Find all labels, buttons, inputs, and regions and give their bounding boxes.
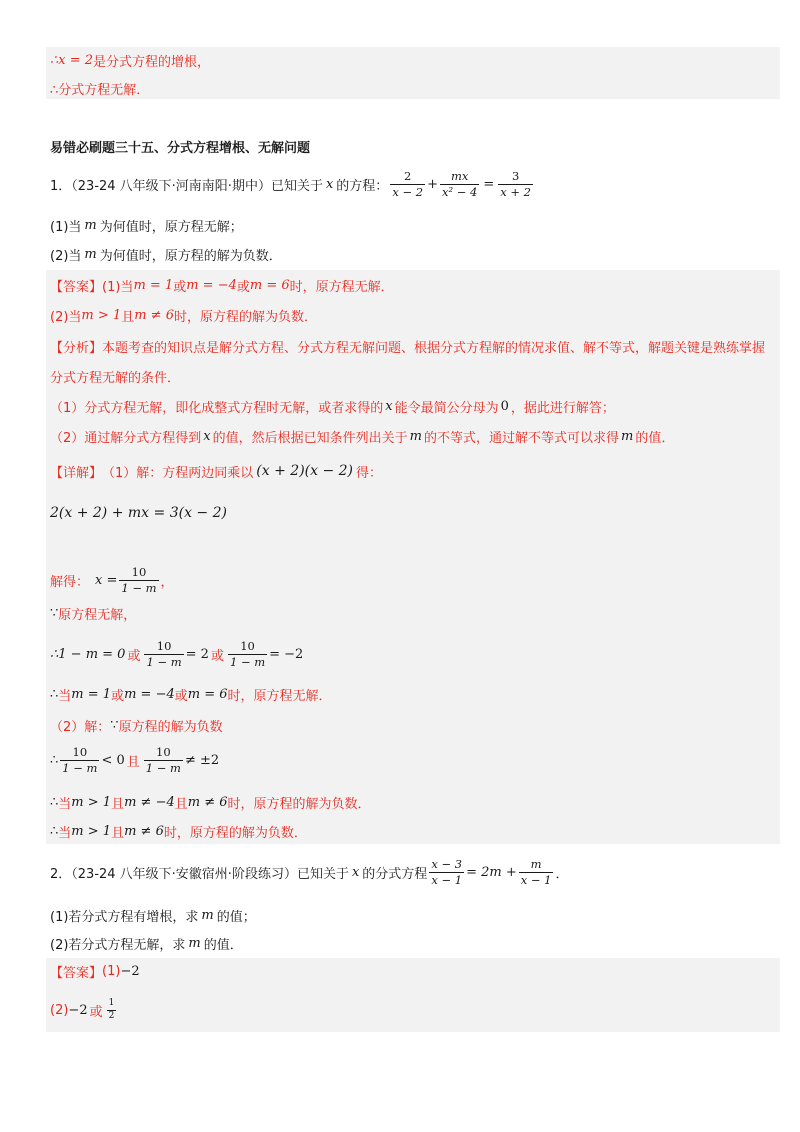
fraction: $\frac{m}{x - 1}$ [520,857,552,887]
question-1-stem: 1．（23-24 八年级下·河南南阳·期中）已知关于 x 的方程： $\frac{2}{x - 2}$ + $\frac{mx}{\text{x² − 4}}$ = $\frac{3}{x + 2}$ [50,169,531,199]
therefore-line-5: ∴ 当 m > 1 且 m ≠ 6 时，原方程的解为负数． [50,824,307,841]
fraction: $\frac{10}{1 - m}$ [229,639,266,669]
answer-line-2: (2)当 m > 1 且 m ≠ 6 时，原方程的解为负数． [50,308,317,325]
fraction: $\frac{10}{1 - m}$ [121,565,157,595]
fraction: $\frac{3}{x + 2}$ [500,169,531,199]
section-title: 易错必刷题三十五、分式方程增根、无解问题 [50,141,311,156]
question-2-answer-block [46,958,780,1032]
question-1-part-2: (2)当 m 为何值时，原方程的解为负数． [50,247,282,264]
part-2-intro: （2）解： ∵ 原方程的解为负数 [50,718,223,735]
fraction: $\frac{mx}{\text{x² − 4}}$ [441,169,478,199]
therefore-line-4: ∴ 当 m > 1 且 m ≠ −4 且 m ≠ 6 时，原方程的解为负数． [50,795,371,812]
x-equals-2: ∴x = 2 [50,52,94,68]
analysis-point-2: （2）通过解分式方程得到 x 的值，然后根据已知条件列出关于 m 的不等式，通过解不等式可以求得 m 的值． [50,429,675,446]
question-2-part-2: (2)若分式方程无解，求 m 的值． [50,936,243,953]
analysis-paragraph: 【分析】本题考查的知识点是解分式方程、分式方程无解问题、根据分式方程解的情况求值、解不等式，解题关键是熟练掌握分式方程无解的条件． [50,341,766,386]
answer-line-1: 【答案】 (1)当 m = 1 或 m = −4 或 m = 6 时，原方程无解． [50,278,394,295]
detail-intro: 【详解】 （1）解：方程两边同乘以 (x + 2)(x − 2) 得： [50,463,383,481]
fraction: $\frac{10}{1 - m}$ [146,639,182,669]
top-line-1: ∴x = 2 是分式方程的增根， [50,52,211,70]
therefore-line-1: ∴1 − m = 0 或 $\frac{10}{1 - m}$ = 2 或 $\frac{10}{1 - m}$ = −2 [50,639,304,669]
fraction: $\frac{2}{x - 2}$ [392,169,424,199]
analysis-point-1: （1）分式方程无解，即化成整式方程时无解，或者求得的 x 能令最简公分母为 0 ，据此进行解答； [50,399,615,416]
q2-answer-line-2: (2) −2 或 $\frac{1}{2}$ [50,998,115,1021]
therefore-line-3: ∴ $\frac{10}{1 - m}$ < 0 且 $\frac{10}{1 - m}$ ≠ ±2 [50,745,220,775]
fraction: $\frac{x - 3}{x - 1}$ [431,857,463,887]
fraction: $\frac{10}{1 - m}$ [145,745,181,775]
equation-2: 2(x + 2) + mx = 3(x − 2) [50,505,227,521]
question-2-stem: 2．（23-24 八年级下·安徽宿州·阶段练习）已知关于 x 的分式方程 $\frac{x - 3}{x - 1}$ = 2m + $\frac{m}{x - 1}$ ． [50,857,569,887]
top-line-2: ∴分式方程无解． [50,82,150,98]
fraction: $\frac{10}{1 - m}$ [62,745,98,775]
solve-line: 解得： x = $\frac{10}{1 - m}$ ， [50,565,174,595]
q2-answer-line-1: 【答案】 (1) −2 [50,964,140,981]
question-2-part-1: (1)若分式方程有增根，求 m 的值； [50,908,256,925]
therefore-line-2: ∴ 当 m = 1 或 m = −4 或 m = 6 时，原方程无解． [50,687,332,704]
because-line: ∵ 原方程无解， [50,606,137,623]
fraction: $\frac{1}{2}$ [108,998,115,1021]
question-1-part-1: (1)当 m 为何值时，原方程无解； [50,218,243,235]
